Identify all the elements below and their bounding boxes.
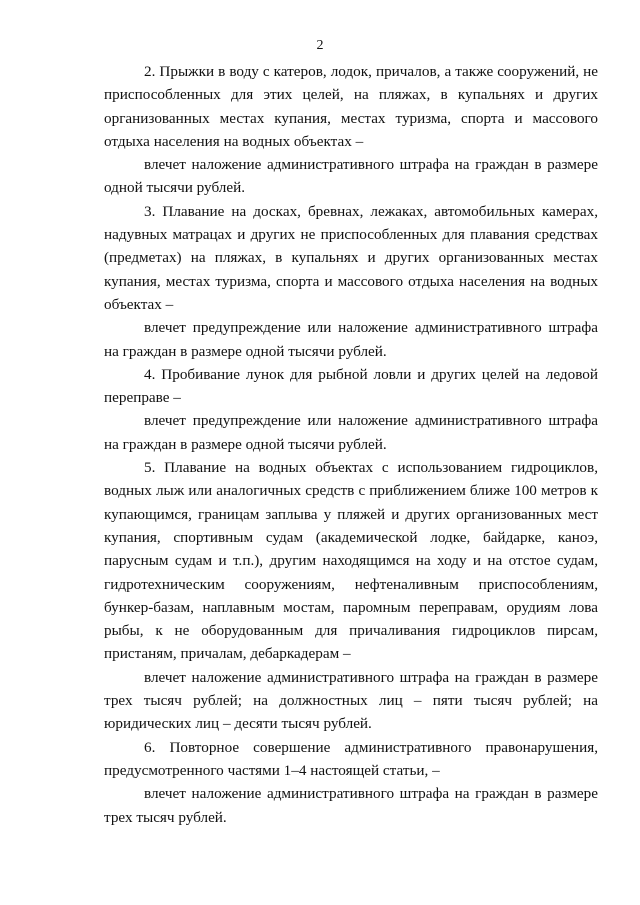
paragraph-part-5: 5. Плавание на водных объектах с использованием гидроциклов, водных лыж или аналогичных средств с приближением ближе 100 метров к купающимся, границам заплыва у пляжей и других организованных мест купания, спортивным судам (академической лодке, байдарке, каноэ, парусным судам и т.п.), другим находящимся на ходу и на отстое судам, гидротехническим сооружениям, нефтеналивным приспособлениям, бункер-базам, наплавным мостам, паромным переправам, орудиям лова рыбы, к не оборудованным для причаливания гидроциклов пирсам, пристаням, причалам, дебаркадерам – xyxy=(104,459,598,663)
paragraph-part-6: 6. Повторное совершение административного правонарушения, предусмотренного частями 1–4 настоящей статьи, – xyxy=(104,738,598,779)
paragraph-penalty-2: влечет наложение административного штрафа на граждан в размере одной тысячи рублей. xyxy=(104,156,598,197)
paragraph-part-3: 3. Плавание на досках, бревнах, лежаках, автомобильных камерах, надувных матрацах и других не приспособленных для плавания средствах (предметах) на пляжах, в купальнях и других организованных местах купания, местах туризма, спорта и массового отдыха населения на водных объектах – xyxy=(104,202,598,313)
paragraph-penalty-5: влечет наложение административного штрафа на граждан в размере трех тысяч рублей; на должностных лиц – пяти тысяч рублей; на юридических лиц – десяти тысяч рублей. xyxy=(104,668,598,733)
paragraph-part-4: 4. Пробивание лунок для рыбной ловли и других целей на ледовой переправе – xyxy=(104,365,598,407)
page-number: 2 xyxy=(316,38,324,53)
paragraph-part-2: 2. Прыжки в воду с катеров, лодок, причалов, а также сооружений, не приспособленных для этих целей, на пляжах, в купальнях и других организованных местах купания, местах туризма, спорта и массового отдыха населения на водных объектах – xyxy=(104,63,598,150)
paragraph-penalty-3: влечет предупреждение или наложение административного штрафа на граждан в размере одной тысячи рублей. xyxy=(104,319,598,360)
paragraph-penalty-6: влечет наложение административного штрафа на граждан в размере трех тысяч рублей. xyxy=(104,785,598,826)
document-body xyxy=(104,60,598,829)
paragraph-penalty-4: влечет предупреждение или наложение административного штрафа на граждан в размере одной тысячи рублей. xyxy=(104,412,598,453)
